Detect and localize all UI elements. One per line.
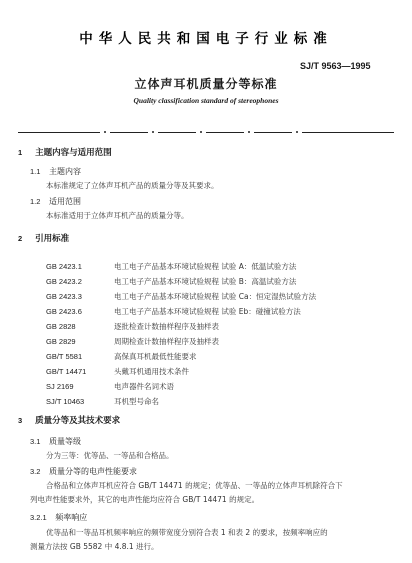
section-number: 3 — [18, 416, 23, 425]
section-2-heading — [18, 232, 69, 244]
section-number: 3.2 — [30, 467, 41, 476]
section-1-1-heading — [30, 166, 81, 177]
header-rule — [18, 128, 394, 138]
section-title: 频率响应 — [55, 513, 88, 522]
document-title: 立体声耳机质量分等标准 — [134, 77, 278, 91]
section-number: 1.2 — [30, 197, 41, 206]
section-3-heading — [18, 414, 120, 426]
section-1-2-text: 本标准适用于立体声耳机产品的质量分等。 — [46, 211, 189, 220]
reference-code: GB 2829 — [46, 337, 76, 346]
rule-dot — [104, 131, 106, 133]
reference-title: 高保真耳机最低性能要求 — [114, 352, 197, 361]
rule-segment — [206, 132, 244, 133]
section-title: 引用标准 — [35, 234, 70, 244]
section-title: 主题内容与适用范围 — [35, 148, 112, 158]
rule-dot — [296, 131, 298, 133]
section-number: 1.1 — [30, 167, 41, 176]
industry-standard-header: 中华人民共和国电子行业标准 — [79, 31, 333, 47]
rule-segment — [254, 132, 292, 133]
reference-title: 耳机型号命名 — [114, 397, 159, 406]
rule-dot — [248, 131, 250, 133]
reference-code: GB/T 14471 — [46, 367, 87, 376]
reference-title: 头戴耳机通用技术条件 — [114, 367, 189, 376]
section-1-heading — [18, 146, 112, 158]
section-title: 质量分等及其技术要求 — [35, 416, 121, 426]
reference-title: 电声器件名词术语 — [114, 382, 174, 391]
section-1-1-text: 本标准规定了立体声耳机产品的质量分等及其要求。 — [46, 181, 219, 190]
rule-dot — [152, 131, 154, 133]
reference-code: GB 2828 — [46, 322, 76, 331]
reference-title: 周期检查计数抽样程序及抽样表 — [114, 337, 219, 346]
document-english-title: Quality classification standard of stereophones — [133, 96, 279, 105]
section-title: 质量分等的电声性能要求 — [48, 467, 137, 476]
reference-title: 电工电子产品基本环境试验规程 试验 A：低温试验方法 — [114, 262, 297, 271]
reference-code: GB 2423.1 — [46, 262, 82, 271]
rule-dot — [200, 131, 202, 133]
reference-title: 逐批检查计数抽样程序及抽样表 — [114, 322, 219, 331]
rule-segment — [158, 132, 196, 133]
rule-segment — [18, 132, 100, 133]
reference-row — [46, 389, 159, 408]
reference-code: GB 2423.2 — [46, 277, 82, 286]
section-3-2-text-line: 列电声性能要求外，其它的电声性能均应符合 GB/T 14471 的规定。 — [30, 495, 260, 504]
rule-segment — [110, 132, 148, 133]
rule-segment — [302, 132, 394, 133]
section-3-2-text-line: 合格品和立体声耳机应符合 GB/T 14471 的规定；优等品、一等品的立体声耳机除符合下 — [46, 481, 343, 490]
section-3-1-text: 分为三等：优等品、一等品和合格品。 — [46, 451, 174, 460]
reference-code: SJ/T 10463 — [46, 397, 85, 406]
section-3-2-1-heading — [30, 512, 87, 523]
section-number: 3.1 — [30, 437, 41, 446]
section-title: 质量等级 — [48, 437, 81, 446]
reference-code: GB 2423.3 — [46, 292, 82, 301]
section-title: 适用范围 — [48, 197, 81, 206]
section-number: 2 — [18, 234, 23, 243]
section-1-2-heading — [30, 196, 81, 207]
section-number: 3.2.1 — [30, 513, 47, 522]
reference-code: SJ 2169 — [46, 382, 74, 391]
reference-title: 电工电子产品基本环境试验规程 试验 Ca：恒定湿热试验方法 — [114, 292, 317, 301]
reference-title: 电工电子产品基本环境试验规程 试验 B：高温试验方法 — [114, 277, 297, 286]
section-number: 1 — [18, 148, 23, 157]
section-3-2-1-text-line: 优等品和一等品耳机频率响应的频带宽度分别符合表 1 和表 2 的要求，按频率响应的 — [46, 528, 328, 537]
section-title: 主题内容 — [48, 167, 81, 176]
reference-title: 电工电子产品基本环境试验规程 试验 Eb：碰撞试验方法 — [114, 307, 301, 316]
standard-number: SJ/T 9563—1995 — [300, 61, 371, 71]
section-3-2-heading — [30, 466, 137, 477]
section-3-1-heading — [30, 436, 81, 447]
reference-code: GB/T 5581 — [46, 352, 83, 361]
section-3-2-1-text-line: 测量方法按 GB 5582 中 4.8.1 进行。 — [30, 542, 159, 551]
reference-code: GB 2423.6 — [46, 307, 82, 316]
